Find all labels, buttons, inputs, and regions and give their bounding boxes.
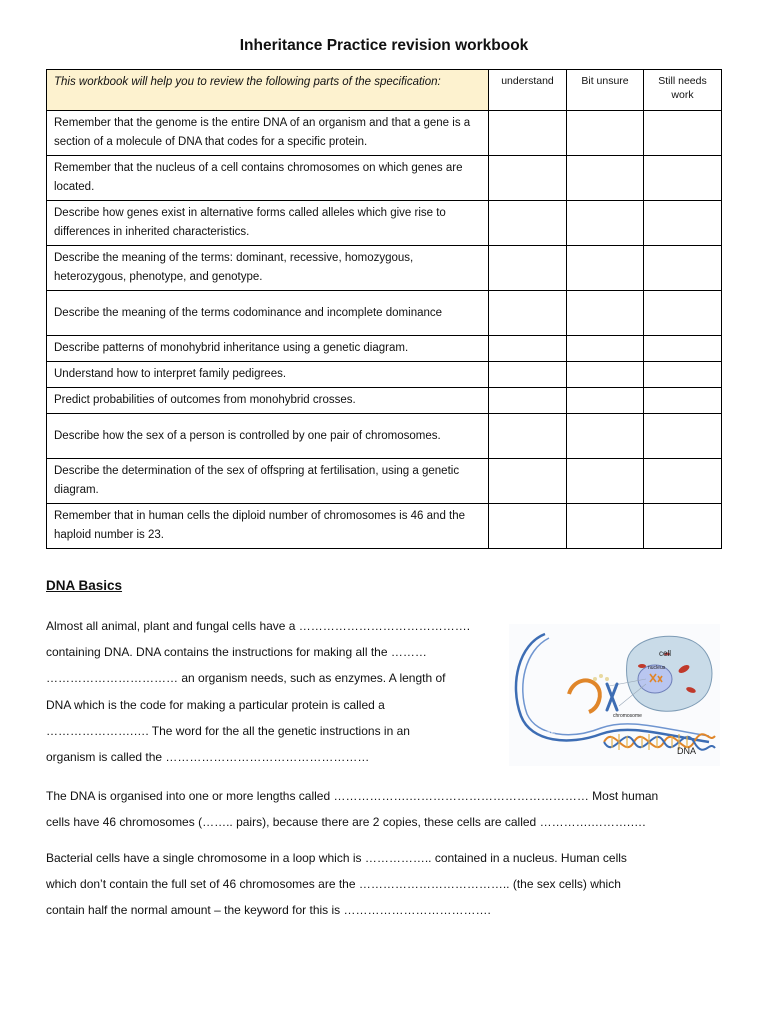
spec-item: Predict probabilities of outcomes from monohybrid crosses. (47, 388, 489, 414)
text-line: cells have 46 chromosomes (…….. pairs), because there are 2 copies, these cells are called ………….……….…. (46, 815, 646, 830)
spec-item: Describe patterns of monohybrid inheritance using a genetic diagram. (47, 336, 489, 362)
table-intro: This workbook will help you to review the following parts of the specification: (47, 70, 489, 111)
still-needs-work-cell[interactable] (644, 201, 722, 246)
understand-cell[interactable] (489, 201, 567, 246)
understand-cell[interactable] (489, 336, 567, 362)
text-line: Almost all animal, plant and fungal cells have a ……………………………………. (46, 619, 471, 633)
understand-cell[interactable] (489, 291, 567, 336)
spec-item: Remember that the genome is the entire DNA of an organism and that a gene is a section of a molecule of DNA that codes for a specific protein. (47, 111, 489, 156)
column-header-bit-unsure: Bit unsure (567, 70, 644, 111)
text-line: ………………….…. The word for the all the genetic instructions in an (46, 723, 410, 738)
bead-icon (593, 677, 597, 681)
page-title: Inheritance Practice revision workbook (239, 37, 529, 54)
label-nucleus: nucleus (648, 665, 666, 671)
table-row (47, 459, 722, 504)
bead-icon (605, 677, 609, 681)
spec-item: Understand how to interpret family pedigrees. (47, 362, 489, 388)
understand-cell[interactable] (489, 156, 567, 201)
understand-cell[interactable] (489, 459, 567, 504)
bit-unsure-cell[interactable] (567, 504, 644, 549)
text-line: contain half the normal amount – the keyword for this is ………………………………. (46, 903, 491, 918)
label-dna: DNA (677, 746, 697, 756)
understand-cell[interactable] (489, 388, 567, 414)
bit-unsure-cell[interactable] (567, 362, 644, 388)
table-row (47, 504, 722, 549)
spec-item: Remember that in human cells the diploid number of chromosomes is 46 and the haploid number is 23. (47, 504, 489, 549)
paragraph-bacterial-cells (46, 845, 736, 924)
spec-item: Describe how the sex of a person is controlled by one pair of chromosomes. (47, 414, 489, 459)
table-row (47, 156, 722, 201)
bit-unsure-cell[interactable] (567, 246, 644, 291)
table-row (47, 201, 722, 246)
understand-cell[interactable] (489, 504, 567, 549)
still-needs-work-cell[interactable] (644, 291, 722, 336)
bead-icon (599, 674, 603, 678)
still-needs-work-cell[interactable] (644, 388, 722, 414)
bit-unsure-cell[interactable] (567, 111, 644, 156)
table-row (47, 414, 722, 459)
still-needs-work-cell[interactable] (644, 459, 722, 504)
text-line: Bacterial cells have a single chromosome in a loop which is …………….. contained in a nucleus. Human cells (46, 851, 627, 865)
understand-cell[interactable] (489, 414, 567, 459)
table-row (47, 362, 722, 388)
bit-unsure-cell[interactable] (567, 414, 644, 459)
table-row (47, 388, 722, 414)
mitochondrion-icon (638, 664, 646, 668)
label-chromosome: chromosome (613, 713, 642, 719)
text-line: organism is called the …………………………………………… (46, 750, 370, 765)
bit-unsure-cell[interactable] (567, 388, 644, 414)
table-row (47, 291, 722, 336)
table-row (47, 246, 722, 291)
understand-cell[interactable] (489, 246, 567, 291)
paragraph-chromosomes (46, 783, 736, 835)
text-line: containing DNA. DNA contains the instructions for making all the ……… (46, 645, 427, 660)
bit-unsure-cell[interactable] (567, 459, 644, 504)
section-heading: DNA Basics (46, 578, 123, 593)
bit-unsure-cell[interactable] (567, 201, 644, 246)
still-needs-work-cell[interactable] (644, 504, 722, 549)
still-needs-work-cell[interactable] (644, 362, 722, 388)
still-needs-work-cell[interactable] (644, 246, 722, 291)
table-row (47, 111, 722, 156)
text-line: which don’t contain the full set of 46 chromosomes are the ……………………………….. (the sex cells) which (46, 877, 621, 892)
spec-item: Describe the meaning of the terms codominance and incomplete dominance (47, 291, 489, 336)
still-needs-work-cell[interactable] (644, 156, 722, 201)
bit-unsure-cell[interactable] (567, 156, 644, 201)
spec-item: Describe the meaning of the terms: dominant, recessive, homozygous, heterozygous, phenotype, and genotype. (47, 246, 489, 291)
still-needs-work-cell[interactable] (644, 414, 722, 459)
paragraph-dna-basics (46, 613, 501, 770)
column-header-understand: understand (489, 70, 567, 111)
text-line: The DNA is organised into one or more lengths called ……………….……………………………………… Most human (46, 789, 659, 803)
bit-unsure-cell[interactable] (567, 291, 644, 336)
bit-unsure-cell[interactable] (567, 336, 644, 362)
spec-item: Describe how genes exist in alternative forms called alleles which give rise to differences in inherited characteristics. (47, 201, 489, 246)
understand-cell[interactable] (489, 362, 567, 388)
table-header-row (47, 70, 722, 111)
label-gene: gene (543, 730, 556, 736)
spec-item: Describe the determination of the sex of offspring at fertilisation, using a genetic diagram. (47, 459, 489, 504)
column-header-still-needs-work: Still needs work (644, 70, 722, 111)
table-row (47, 336, 722, 362)
text-line: DNA which is the code for making a particular protein is called a (46, 697, 385, 712)
still-needs-work-cell[interactable] (644, 111, 722, 156)
label-cell: cell (659, 649, 672, 658)
spec-item: Remember that the nucleus of a cell contains chromosomes on which genes are located. (47, 156, 489, 201)
understand-cell[interactable] (489, 111, 567, 156)
specification-table (46, 69, 722, 549)
still-needs-work-cell[interactable] (644, 336, 722, 362)
dna-cell-diagram (509, 624, 720, 766)
text-line: …………………………… an organism needs, such as enzymes. A length of (46, 671, 446, 686)
